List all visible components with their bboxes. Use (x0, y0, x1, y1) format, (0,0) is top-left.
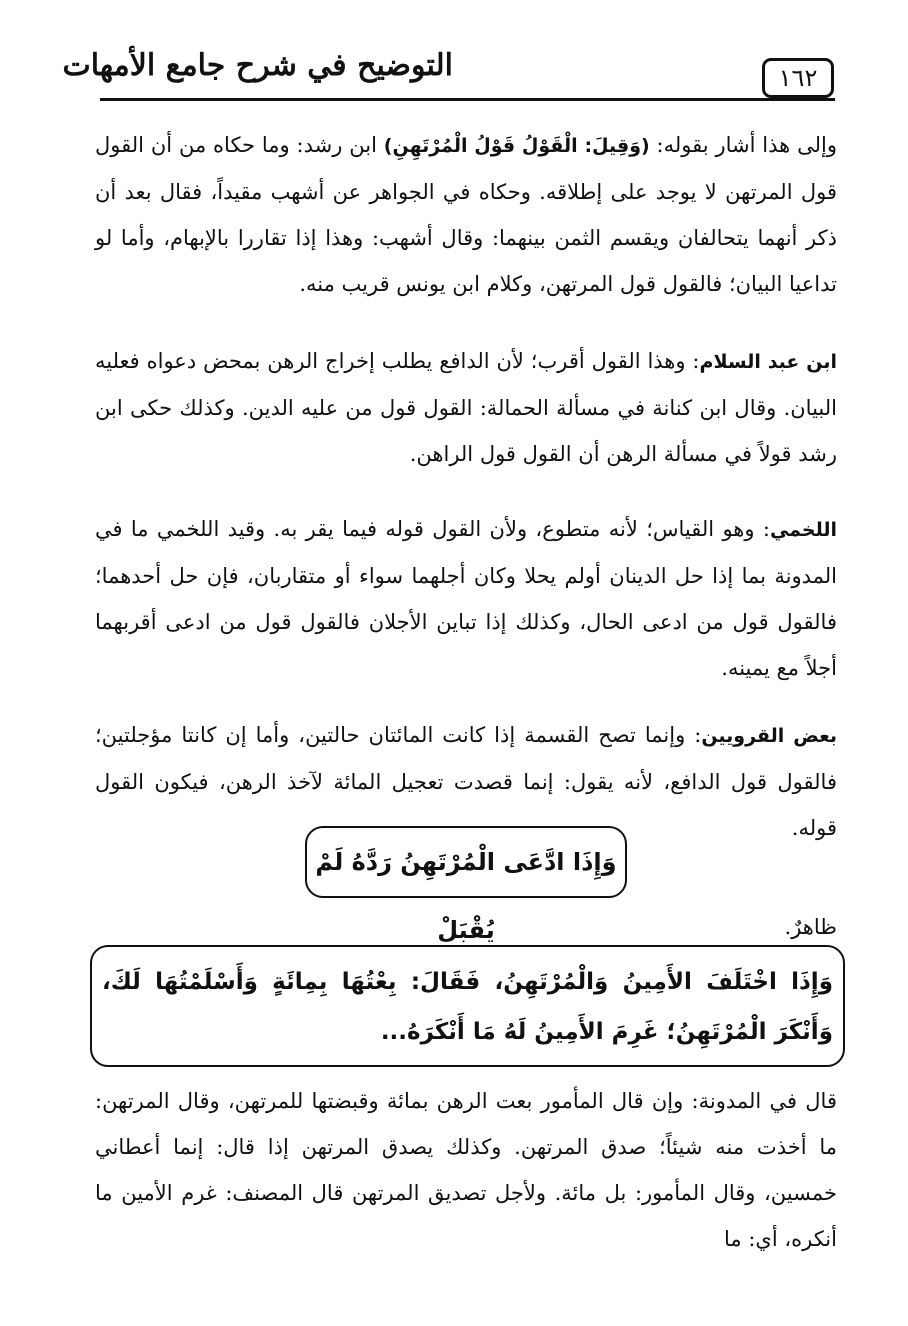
paragraph-6: قال في المدونة: وإن قال المأمور بعت الرهن بمائة وقبضتها للمرتهن، وقال المرتهن: ما أخذت منه شيئاً؛ صدق المرتهن. وكذلك يصدق المرتهن إذا قال: إنما أعطاني خمسين، وقال المأمور: بل مائة. ولأجل تصديق المرتهن قال المصنف: غرم الأمين ما أنكره، أي: ما (95, 1089, 837, 1251)
header-rule (100, 98, 835, 101)
scholar-label: ابن عبد السلام (699, 351, 837, 373)
matn-quote: (وَقِيلَ: الْقَوْلُ قَوْلُ الْمُرْتَهِنِ) (383, 135, 650, 157)
paragraph-3 (95, 506, 837, 691)
page-number: ١٦٢ (762, 58, 834, 98)
paragraph-1-body: ابن رشد: وما حكاه من أن القول قول المرتهن لا يوجد على إطلاقه. وحكاه في الجواهر عن أشهب مقيداً، فقال بعد أن ذكر أنهما يتحالفان ويقسم الثمن بينهما: وقال أشهب: وهذا إذا تقاررا بالإبهام، وأما لو تداعيا البيان؛ فالقول قول المرتهن، وكلام ابن يونس قريب منه. (95, 133, 837, 296)
scholar-label: بعض القرويين (701, 725, 837, 747)
paragraph-2 (95, 338, 837, 477)
paragraph-1-intro: وإلى هذا أشار بقوله: (649, 133, 837, 157)
paragraph-4-body: : وإنما تصح القسمة إذا كانت المائتان حالتين، وأما إن كانتا مؤجلتين؛ فالقول قول الدافع، لأنه يقول: إنما قصدت تعجيل المائة لآخذ الرهن، فيكون القول قوله. (95, 723, 837, 840)
paragraph-2-body: : وهذا القول أقرب؛ لأن الدافع يطلب إخراج الرهن بمحض دعواه فعليه البيان. وقال ابن كنانة في مسألة الحمالة: القول قول من عليه الدين. وكذلك حكى ابن رشد قولاً في مسألة الرهن أن القول قول الراهن. (95, 349, 837, 466)
matn-box-2: وَإِذَا اخْتَلَفَ الأَمِينُ وَالْمُرْتَهِنُ، فَقَالَ: بِعْتُهَا بِمِائَةٍ وَأَسْلَمْتُهَا لَكَ، وَأَنْكَرَ الْمُرْتَهِنُ؛ غَرِمَ الأَمِينُ لَهُ مَا أَنْكَرَهُ... (90, 945, 845, 1067)
matn-box-1: وَإِذَا ادَّعَى الْمُرْتَهِنُ رَدَّهُ لَمْ يُقْبَلْ (305, 826, 627, 898)
paragraph-5: ظاهرٌ. (784, 915, 837, 939)
paragraph-1 (95, 122, 837, 307)
paragraph-3-body: : وهو القياس؛ لأنه متطوع، ولأن القول قوله فيما يقر به. وقيد اللخمي ما في المدونة بما إذا حل الدينان أولم يحلا وكان أجلهما سواء أو متقاربان، فإن حل أحدهما؛ فالقول قول من ادعى الحال، وكذلك إذا تباين الأجلان فالقول قول من ادعى أقربهما أجلاً مع يمينه. (95, 517, 837, 680)
scholar-label: اللخمي (769, 519, 837, 541)
running-title: التوضيح في شرح جامع الأمهات (62, 48, 453, 83)
